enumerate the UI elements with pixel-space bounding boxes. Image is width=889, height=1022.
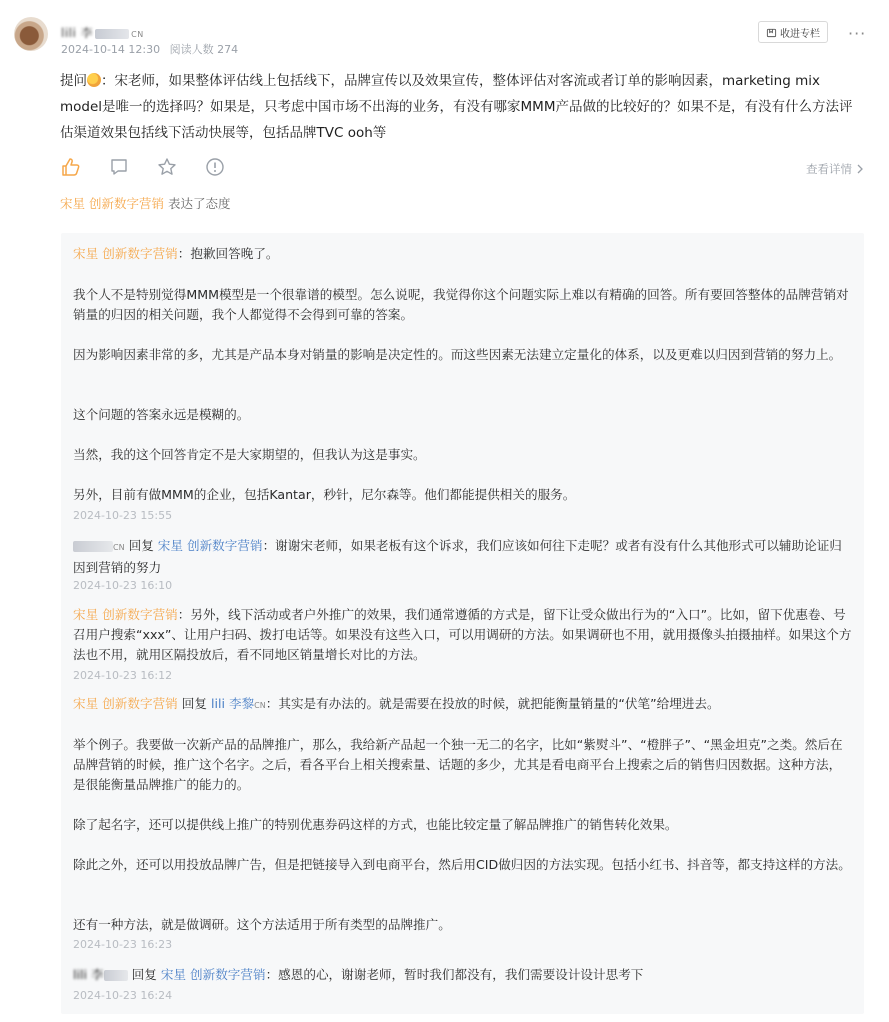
comment-4-p4: 除此之外，还可以用投放品牌广告，但是把链接导入到电商平台，然后用CID做归因的方法实现。包括小红书、抖音等，都支持这样的方法。 — [73, 857, 851, 872]
question-body: ：宋老师，如果整体评估线上包括线下，品牌宣传以及效果宣传，整体评估对客流或者订单的影响因素，marketing mix model是唯一的选择吗？如果是，只考虑中国市场不出海的业务，有没有哪家MMM产品做的比较好的？如果不是，有没有什么方法评估渠道效果包括线下活动快展等，包括品牌TVC ooh等 — [60, 73, 853, 141]
chevron-right-icon — [856, 164, 864, 174]
like-button[interactable] — [60, 156, 82, 178]
post-meta — [61, 41, 244, 57]
star-icon — [157, 157, 177, 177]
comment-5-author-blur — [104, 970, 128, 981]
author-name-suffix: CN — [131, 30, 144, 39]
attitude-user-link[interactable]: 宋星 创新数字营销 — [60, 196, 164, 211]
question-text — [60, 68, 860, 146]
view-details-label: 查看详情 — [806, 162, 852, 176]
comment-4-target-name: lili 李黎 — [210, 696, 255, 711]
comment-thread — [61, 233, 864, 1014]
comment-2-author-blur[interactable] — [73, 541, 113, 552]
comment-1-p5: 当然，我的这个回答肯定不是大家期望的，但我认为这是事实。 — [73, 447, 426, 462]
comment-4-p3: 除了起名字，还可以提供线上推广的特别优惠券码这样的方式，也能比较定量了解品牌推广的销售转化效果。 — [73, 817, 678, 832]
question-prefix: 提问 — [60, 73, 87, 89]
add-to-column-button[interactable] — [758, 21, 828, 43]
comment-5: lili 李 回复 宋星 创新数字营销：感恩的心，谢谢老师，暂时我们都没有，我们需要设计设计思考下 — [73, 967, 644, 982]
comment-1-p4: 这个问题的答案永远是模糊的。 — [73, 407, 250, 422]
comment-5-date: 2024-10-23 16:24 — [73, 989, 173, 1002]
raised-hand-icon — [87, 73, 101, 87]
comment-5-reply-word: 回复 — [131, 967, 157, 982]
comment-4-p1: 其实是有办法的。就是需要在投放的时候，就把能衡量销量的“伏笔”给埋进去。 — [278, 696, 720, 711]
comment-1-line-1: 宋星 创新数字营销：抱歉回答晚了。 — [73, 246, 279, 261]
warning-icon — [205, 157, 225, 177]
comment-1-p1: 抱歉回答晚了。 — [190, 246, 279, 261]
action-bar — [60, 156, 226, 178]
author-name[interactable] — [61, 24, 144, 41]
comment-1-date: 2024-10-23 15:55 — [73, 509, 173, 522]
comment-4-line-1: 宋星 创新数字营销 回复 lili 李黎CN：其实是有办法的。就是需要在投放的时候，就把能衡量销量的“伏笔”给埋进去。 — [73, 696, 720, 711]
read-count: 阅读人数 274 — [169, 43, 239, 56]
comment-1-p2: 我个人不是特别觉得MMM模型是一个很靠谱的模型。怎么说呢，我觉得你这个问题实际上难以有精确的回答。所有要回答整体的品牌营销对销量的归因的相关问题，我个人都觉得不会得到可靠的答案。 — [73, 287, 849, 322]
comment-4-reply-word: 回复 — [181, 696, 207, 711]
attitude-line — [60, 194, 230, 212]
comment-4-p2: 举个例子。我要做一次新产品的品牌推广，那么，我给新产品起一个独一无二的名字，比如“紫熨斗”、“橙胖子”、“黑金坦克”之类。然后在品牌营销的时候，推广这个名字。之后，看各平台上相关搜索量、话题的多少，尤其是看电商平台上搜索之后的销售归因数据。这种方法，是很能衡量品牌推广的能力的。 — [73, 737, 843, 792]
comment-1-p6: 另外，目前有做MMM的企业，包括Kantar，秒针，尼尔森等。他们都能提供相关的服务。 — [73, 487, 576, 502]
comment-5-target[interactable]: 宋星 创新数字营销 — [160, 967, 266, 982]
comment-button[interactable] — [108, 156, 130, 178]
comment-4-p5: 还有一种方法，就是做调研。这个方法适用于所有类型的品牌推广。 — [73, 917, 451, 932]
comment-2-target[interactable]: 宋星 创新数字营销 — [157, 538, 263, 553]
comment-4-date: 2024-10-23 16:23 — [73, 938, 173, 951]
comment-5-text: 感恩的心，谢谢老师，暂时我们都没有，我们需要设计设计思考下 — [278, 967, 644, 982]
comment-4-target[interactable] — [211, 696, 266, 711]
view-details-link[interactable] — [806, 161, 864, 177]
comment-2: CN 回复 宋星 创新数字营销：谢谢宋老师，如果老板有这个诉求，我们应该如何往下走呢？或者有没有什么其他形式可以辅助论证归因到营销的努力 — [73, 538, 842, 575]
author-name-blur — [95, 29, 129, 39]
comment-2-date: 2024-10-23 16:10 — [73, 579, 173, 592]
comment-1-author[interactable]: 宋星 创新数字营销 — [73, 246, 178, 261]
report-button[interactable] — [204, 156, 226, 178]
comment-2-reply-word: 回复 — [128, 538, 154, 553]
favorite-button[interactable] — [156, 156, 178, 178]
bookmark-icon — [766, 27, 777, 38]
comment-2-author-suffix: CN — [113, 543, 125, 552]
post-date: 2024-10-14 12:30 — [61, 43, 161, 56]
add-to-column-label: 收进专栏 — [780, 28, 820, 40]
comment-3-text: 另外，线下活动或者户外推广的效果，我们通常遵循的方式是，留下让受众做出行为的“入口”。比如，留下优惠卷、号召用户搜索“xxx”、让用户扫码、拨打电话等。如果没有这些入口，可以用调研的方法。如果调研也不用，就用摄像头拍摄抽样。如果这个方法也不用，就用区隔投放后，看不同地区销量增长对比的方法。 — [73, 607, 852, 662]
thumbs-up-icon — [61, 157, 81, 177]
comment-3-author[interactable]: 宋星 创新数字营销 — [73, 607, 178, 622]
comment-5-author-prefix[interactable]: lili 李 — [73, 967, 104, 982]
comment-1-p3: 因为影响因素非常的多，尤其是产品本身对销量的影响是决定性的。而这些因素无法建立定量化的体系，以及更难以归因到营销的努力上。 — [73, 347, 842, 362]
attitude-text: 表达了态度 — [167, 196, 231, 211]
comment-3-date: 2024-10-23 16:12 — [73, 669, 173, 682]
comment-3: 宋星 创新数字营销：另外，线下活动或者户外推广的效果，我们通常遵循的方式是，留下让受众做出行为的“入口”。比如，留下优惠卷、号召用户搜索“xxx”、让用户扫码、拨打电话等。如果没有这些入口，可以用调研的方法。如果调研也不用，就用摄像头拍摄抽样。如果这个方法也不用，就用区隔投放后，看不同地区销量增长对比的方法。 — [73, 607, 852, 662]
comment-4-target-suffix: CN — [254, 701, 266, 710]
comment-4-author[interactable]: 宋星 创新数字营销 — [73, 696, 178, 711]
author-avatar[interactable] — [14, 17, 48, 51]
comment-icon — [109, 157, 129, 177]
more-icon[interactable]: ··· — [848, 24, 867, 43]
author-name-prefix: lili 李 — [61, 26, 94, 40]
comment-2-text: 谢谢宋老师，如果老板有这个诉求，我们应该如何往下走呢？或者有没有什么其他形式可以辅助论证归因到营销的努力 — [73, 538, 842, 575]
